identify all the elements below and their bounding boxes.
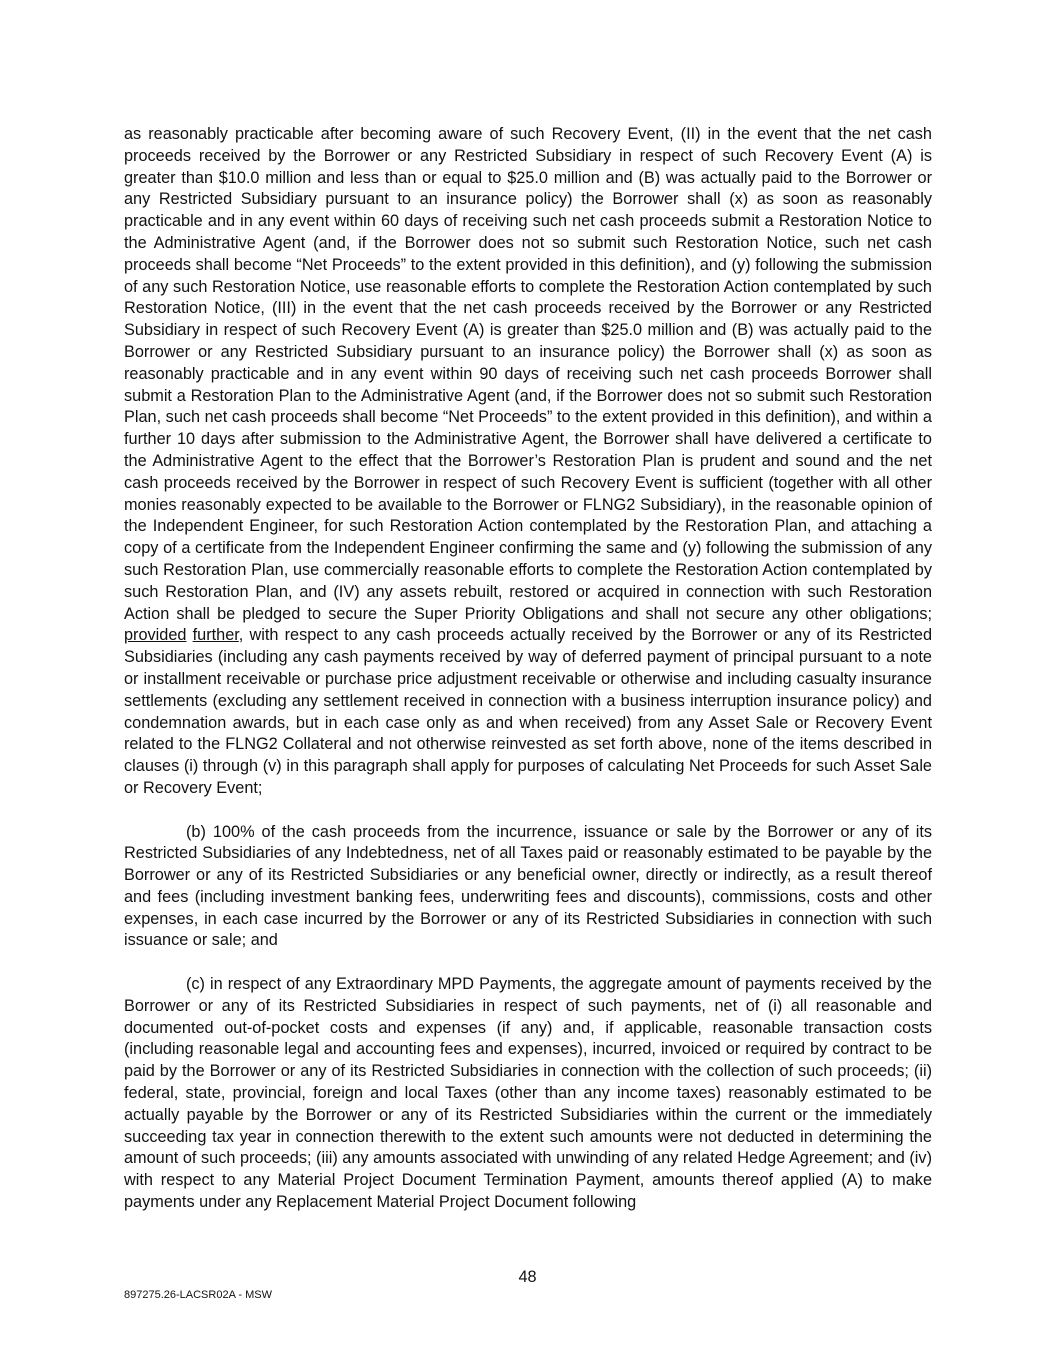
document-body [124, 124, 932, 1214]
document-code: 897275.26-LACSR02A - MSW [124, 1289, 272, 1301]
provided-term: provided [124, 626, 187, 645]
further-term: further [192, 626, 239, 645]
paragraph-a-continuation [124, 124, 932, 800]
paragraph-c: (c) in respect of any Extraordinary MPD Payments, the aggregate amount of payments received by the Borrower or any of its Restricted Subsidiaries in respect of such payments, net of (i) all reasonable and documented out-of-pocket costs and expenses (if any) and, if applicable, reasonable transaction costs (including reasonable legal and accounting fees and expenses), incurred, invoiced or required by contract to be paid by the Borrower or any of its Restricted Subsidiaries in connection with the collection of such proceeds; (ii) federal, state, provincial, foreign and local Taxes (other than any income taxes) reasonably estimated to be actually payable by the Borrower or any of its Restricted Subsidiaries within the current or the immediately succeeding tax year in connection therewith to the extent such amounts were not deducted in determining the amount of such proceeds; (iii) any amounts associated with unwinding of any related Hedge Agreement; and (iv) with respect to any Material Project Document Termination Payment, amounts thereof applied (A) to make payments under any Replacement Material Project Document following [124, 975, 932, 1212]
paragraph-a-text-part1: as reasonably practicable after becoming aware of such Recovery Event, (II) in the event that the net cash proceeds received by the Borrower or any Restricted Subsidiary in respect of such Recovery Event (A) is greater than $10.0 million and less than or equal to $25.0 million and (B) was actually paid to the Borrower or any Restricted Subsidiary pursuant to an insurance policy) the Borrower shall (x) as soon as reasonably practicable and in any event within 60 days of receiving such net cash proceeds submit a Restoration Notice to the Administrative Agent (and, if the Borrower does not so submit such Restoration Notice, such net cash proceeds shall become “Net Proceeds” to the extent provided in this definition), and (y) following the submission of any such Restoration Notice, use reasonable efforts to complete the Restoration Action contemplated by such Restoration Notice, (III) in the event that the net cash proceeds received by the Borrower or any Restricted Subsidiary in respect of such Recovery Event (A) is greater than $25.0 million and (B) was actually paid to the Borrower or any Restricted Subsidiary pursuant to an insurance policy) the Borrower shall (x) as soon as reasonably practicable and in any event within 90 days of receiving such net cash proceeds Borrower shall submit a Restoration Plan to the Administrative Agent (and, if the Borrower does not so submit such Restoration Plan, such net cash proceeds shall become “Net Proceeds” to the extent provided in this definition), and within a further 10 days after submission to the Administrative Agent, the Borrower shall have delivered a certificate to the Administrative Agent to the effect that the Borrower’s Restoration Plan is prudent and sound and the net cash proceeds received by the Borrower in respect of such Recovery Event is sufficient (together with all other monies reasonably expected to be available to the Borrower or FLNG2 Subsidiary), in the reasonable opinion of the Independent Engineer, for such Restoration Action contemplated by the Restoration Plan, and attaching a copy of a certificate from the Independent Engineer confirming the same and (y) following the submission of any such Restoration Plan, use commercially reasonable efforts to complete the Restoration Action contemplated by such Restoration Plan, and (IV) any assets rebuilt, restored or acquired in connection with such Restoration Action shall be pledged to secure the Super Priority Obligations and shall not secure any other obligations; [124, 125, 932, 623]
paragraph-b: (b) 100% of the cash proceeds from the incurrence, issuance or sale by the Borrower or any of its Restricted Subsidiaries of any Indebtedness, net of all Taxes paid or reasonably estimated to be payable by the Borrower or any of its Restricted Subsidiaries or any beneficial owner, directly or indirectly, as a result thereof and fees (including investment banking fees, underwriting fees and discounts), commissions, costs and other expenses, in each case incurred by the Borrower or any of its Restricted Subsidiaries in connection with such issuance or sale; and [124, 822, 932, 950]
page-number: 48 [518, 1268, 537, 1286]
paragraph-a-text-part2: , with respect to any cash proceeds actually received by the Borrower or any of its Restricted Subsidiaries (including any cash payments received by way of deferred payment of principal pursuant to a note or installment receivable or purchase price adjustment receivable or otherwise and including casualty insurance settlements (excluding any settlement received in connection with a business interruption insurance policy) and condemnation awards, but in each case only as and when received) from any Asset Sale or Recovery Event related to the FLNG2 Collateral and not otherwise reinvested as set forth above, none of the items described in clauses (i) through (v) in this paragraph shall apply for purposes of calculating Net Proceeds for such Asset Sale or Recovery Event; [124, 626, 932, 797]
